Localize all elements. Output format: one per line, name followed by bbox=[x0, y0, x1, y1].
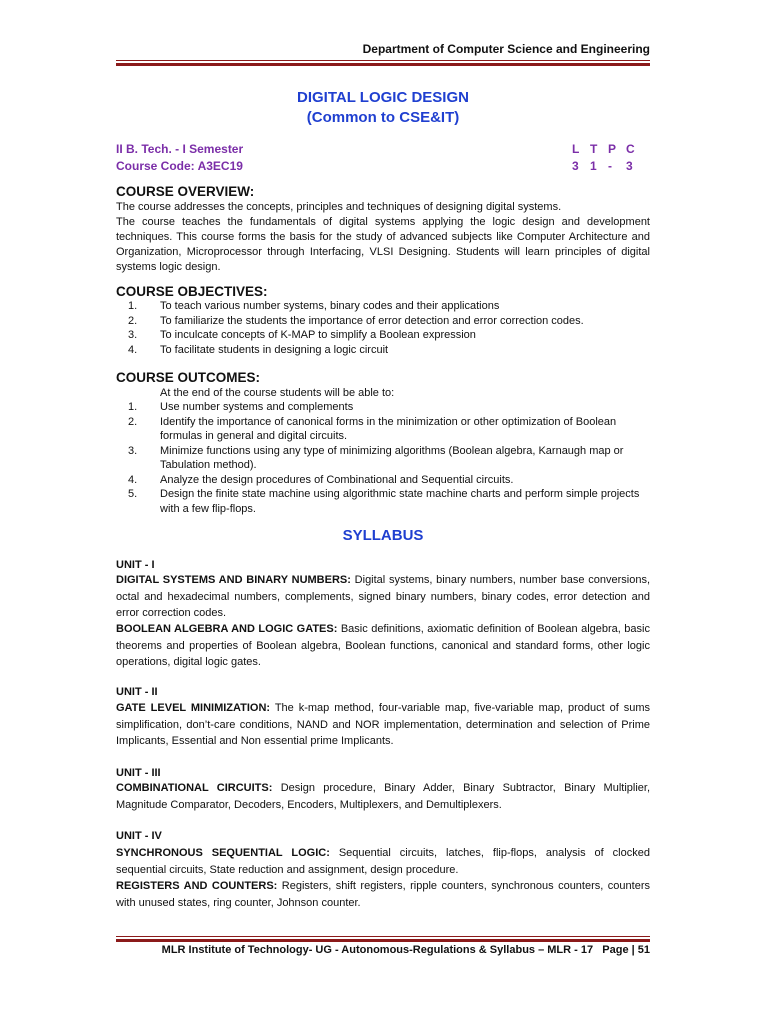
footer-rule-thick bbox=[116, 939, 650, 942]
list-item bbox=[116, 487, 650, 516]
topic-title: GATE LEVEL MINIMIZATION: bbox=[116, 702, 271, 714]
objectives-heading: COURSE OBJECTIVES: bbox=[116, 284, 268, 299]
item-number: 4. bbox=[128, 473, 138, 486]
unit-topic bbox=[116, 878, 650, 911]
outcomes-block bbox=[116, 386, 650, 516]
unit-topic bbox=[116, 572, 650, 622]
course-title-line1: DIGITAL LOGIC DESIGN bbox=[297, 89, 469, 106]
item-number: 3. bbox=[128, 329, 138, 341]
department-header: Department of Computer Science and Engineering bbox=[362, 42, 650, 56]
ltpc-table bbox=[572, 141, 644, 175]
list-item bbox=[116, 314, 650, 329]
item-text: Design the finite state machine using algorithmic state machine charts and perform simple projects with a few flip-flops. bbox=[160, 488, 640, 515]
course-code: Course Code: A3EC19 bbox=[116, 159, 243, 173]
overview-heading: COURSE OVERVIEW: bbox=[116, 184, 255, 199]
outcomes-intro: At the end of the course students will be able to: bbox=[160, 387, 395, 399]
page-number: Page | 51 bbox=[602, 944, 650, 956]
ltpc-label: P bbox=[608, 142, 617, 156]
ltpc-value: 3 bbox=[626, 159, 633, 173]
ltpc-value: 1 bbox=[590, 159, 597, 173]
course-title-line2: (Common to CSE&IT) bbox=[306, 109, 460, 126]
list-item bbox=[116, 444, 650, 473]
topic-title: COMBINATIONAL CIRCUITS: bbox=[116, 782, 273, 794]
item-text: Identify the importance of canonical forms in the minimization or other optimization of Boolean formulas in general and digital circuits. bbox=[160, 415, 617, 442]
item-number: 5. bbox=[128, 488, 138, 500]
unit-topic bbox=[116, 845, 650, 878]
ltpc-value: 3 bbox=[572, 159, 579, 173]
semester-label: II B. Tech. - I Semester bbox=[116, 142, 244, 156]
item-number: 2. bbox=[128, 415, 138, 428]
ltpc-values bbox=[572, 158, 644, 175]
topic-title: BOOLEAN ALGEBRA AND LOGIC GATES: bbox=[116, 623, 338, 635]
item-text: To familiarize the students the importance of error detection and error correction codes. bbox=[160, 314, 584, 327]
item-number: 4. bbox=[128, 343, 138, 356]
unit-topic bbox=[116, 780, 650, 813]
topic-title: REGISTERS AND COUNTERS: bbox=[116, 880, 278, 892]
topic-text: The k-map method, four-variable map, five-variable map, product of sums simplification, don’t-care conditions, NAND and NOR implementation, determination and selection of Prime Implicants, Essential and Non essential prime Implicants. bbox=[116, 702, 651, 747]
course-title bbox=[116, 88, 650, 128]
topic-title: DIGITAL SYSTEMS AND BINARY NUMBERS: bbox=[116, 574, 351, 586]
item-number: 1. bbox=[128, 300, 138, 312]
ltpc-value: - bbox=[608, 159, 612, 173]
item-number: 1. bbox=[128, 401, 138, 413]
item-text: Minimize functions using any type of minimizing algorithms (Boolean algebra, Karnaugh map or Tabulation method). bbox=[160, 444, 624, 471]
page-footer bbox=[116, 944, 650, 956]
ltpc-labels bbox=[572, 141, 644, 158]
item-text: To teach various number systems, binary codes and their applications bbox=[160, 300, 500, 312]
item-text: Use number systems and complements bbox=[160, 401, 354, 413]
course-meta bbox=[116, 141, 243, 175]
list-item bbox=[116, 473, 650, 488]
list-item bbox=[116, 343, 650, 358]
unit-label: UNIT - III bbox=[116, 767, 161, 779]
topic-text: Registers, shift registers, ripple counters, synchronous counters, counters with unused states, ring counter, Johnson counter. bbox=[116, 880, 650, 909]
list-item bbox=[116, 400, 650, 415]
outcomes-heading: COURSE OUTCOMES: bbox=[116, 370, 261, 385]
unit-label: UNIT - II bbox=[116, 686, 158, 698]
unit-topic bbox=[116, 700, 650, 750]
item-text: To facilitate students in designing a logic circuit bbox=[160, 343, 389, 356]
item-number: 2. bbox=[128, 314, 138, 327]
ltpc-label: L bbox=[572, 142, 580, 156]
overview-text-1: The course addresses the concepts, principles and techniques of designing digital systems. bbox=[116, 201, 562, 213]
footer-rule-thin bbox=[116, 936, 650, 937]
list-item bbox=[116, 415, 650, 444]
header-rule-thin bbox=[116, 60, 650, 61]
footer-institute: MLR Institute of Technology- UG - Autonomous-Regulations & Syllabus – MLR - 17 bbox=[161, 944, 594, 956]
list-item bbox=[116, 299, 650, 314]
item-number: 3. bbox=[128, 444, 138, 457]
overview-text-2: The course teaches the fundamentals of digital systems applying the logic design and development techniques. This course forms the basis for the study of advanced subjects like Computer Architecture and Organization, Microprocessor through Interfacing, VLSI Designing. Students will learn principles of digital systems logic design. bbox=[116, 216, 650, 273]
unit-label: UNIT - IV bbox=[116, 830, 162, 842]
topic-title: SYNCHRONOUS SEQUENTIAL LOGIC: bbox=[116, 847, 330, 859]
syllabus-heading: SYLLABUS bbox=[342, 527, 424, 544]
overview-paragraph bbox=[116, 200, 650, 275]
ltpc-label: C bbox=[626, 142, 635, 156]
topic-text: Design procedure, Binary Adder, Binary Subtractor, Binary Multiplier, Magnitude Comparator, Decoders, Encoders, Multiplexers, and Demultiplexers. bbox=[116, 782, 651, 811]
outcomes-list bbox=[116, 400, 650, 516]
unit-label: UNIT - I bbox=[116, 559, 155, 571]
unit-topic bbox=[116, 621, 650, 671]
header-rule-thick bbox=[116, 63, 650, 66]
ltpc-label: T bbox=[590, 142, 598, 156]
topic-text: Digital systems, binary numbers, number base conversions, octal and hexadecimal numbers, complements, signed binary numbers, binary codes, error detection and error correction codes. bbox=[116, 574, 650, 619]
list-item bbox=[116, 328, 650, 343]
item-text: Analyze the design procedures of Combinational and Sequential circuits. bbox=[160, 473, 514, 486]
item-text: To inculcate concepts of K-MAP to simplify a Boolean expression bbox=[160, 329, 476, 341]
topic-text: Sequential circuits, latches, flip-flops, analysis of clocked sequential circuits, State reduction and assignment, design procedure. bbox=[116, 847, 650, 876]
topic-text: Basic definitions, axiomatic definition of Boolean algebra, basic theorems and properties of Boolean algebra, Boolean functions, canonical and standard forms, other logic operations, digital logic gates. bbox=[116, 623, 650, 668]
objectives-list bbox=[116, 299, 650, 357]
